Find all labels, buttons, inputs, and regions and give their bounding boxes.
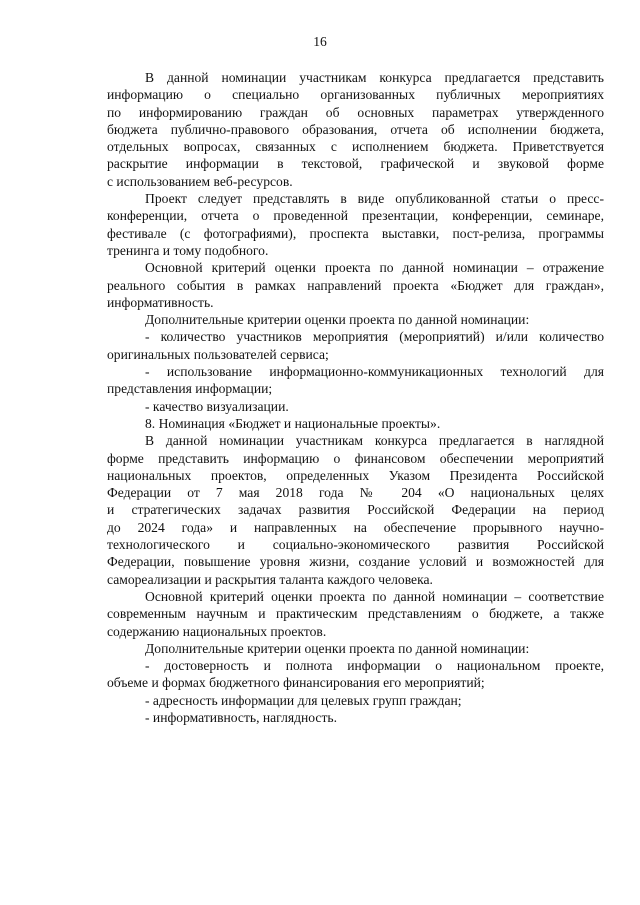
text-line: информацию о специально организованных публичных мероприятиях	[107, 87, 604, 103]
text-line: - количество участников мероприятия (мероприятий) и/или количество	[145, 329, 604, 345]
text-line: - информативность, наглядность.	[145, 709, 338, 725]
text-line: с использованием веб-ресурсов.	[107, 173, 293, 189]
text-line: оригинальных пользователей сервиса;	[107, 346, 329, 362]
text-line: содержанию национальных проектов.	[107, 623, 327, 639]
text-line: Основной критерий оценки проекта по данной номинации – отражение	[145, 260, 604, 276]
document-body	[107, 69, 604, 726]
text-line: Дополнительные критерии оценки проекта по данной номинации:	[145, 640, 530, 656]
text-line: Дополнительные критерии оценки проекта по данной номинации:	[145, 312, 530, 328]
text-line: технологического и социально-экономического развития Российской	[107, 537, 604, 553]
text-line: - качество визуализации.	[145, 398, 289, 414]
text-line: - использование информационно-коммуникационных технологий для	[145, 364, 604, 380]
text-line: Федерации, повышение уровня жизни, создание условий и возможностей для	[107, 554, 604, 570]
text-line: Федерации от 7 мая 2018 года № 204 «О национальных целях	[107, 485, 604, 501]
text-line: форме представить информацию о финансовом обеспечении мероприятий	[107, 450, 604, 466]
text-line: по информированию граждан об основных параметрах утвержденного	[107, 104, 604, 120]
text-line: отдельных вопросах, связанных с исполнением бюджета. Приветствуется	[107, 139, 604, 155]
text-line: национальных проектов, определенных Указом Президента Российской	[107, 467, 604, 483]
text-line: В данной номинации участникам конкурса предлагается представить	[145, 70, 604, 85]
text-line: раскрытие информации в текстовой, графической и звуковой форме	[107, 156, 604, 172]
text-line: реального события в рамках направлений проекта «Бюджет для граждан»,	[107, 277, 604, 293]
text-line: тренинга и тому подобного.	[107, 242, 269, 258]
text-line: бюджета публично-правового образования, отчета об исполнении бюджета,	[107, 121, 604, 137]
text-line: В данной номинации участникам конкурса предлагается в наглядной	[145, 433, 604, 449]
text-line: объеме и формах бюджетного финансирования его мероприятий;	[107, 675, 485, 691]
text-line: до 2024 года» и направленных на обеспечение прорывного научно-	[107, 519, 604, 535]
text-line: представления информации;	[107, 381, 273, 397]
text-line: Основной критерий оценки проекта по данной номинации – соответствие	[145, 588, 604, 604]
text-line: фестивале (с фотографиями), проспекта выставки, пост-релиза, программы	[107, 225, 604, 241]
text-line: информативность.	[107, 294, 214, 310]
text-line: 8. Номинация «Бюджет и национальные проекты».	[145, 415, 441, 431]
text-line: - достоверность и полнота информации о национальном проекте,	[145, 658, 604, 674]
text-line: и стратегических задачах развития Российской Федерации на период	[107, 502, 604, 518]
text-line: современным научным и практическим представлениям о бюджете, а также	[107, 606, 604, 622]
text-line: Проект следует представлять в виде опубликованной статьи о пресс-	[145, 191, 604, 207]
text-line: конференции, отчета о проведенной презентации, конференции, семинаре,	[107, 208, 604, 224]
page-number: 16	[313, 34, 327, 49]
text-line: - адресность информации для целевых групп граждан;	[145, 692, 462, 708]
text-line: самореализации и раскрытия таланта каждого человека.	[107, 571, 433, 587]
